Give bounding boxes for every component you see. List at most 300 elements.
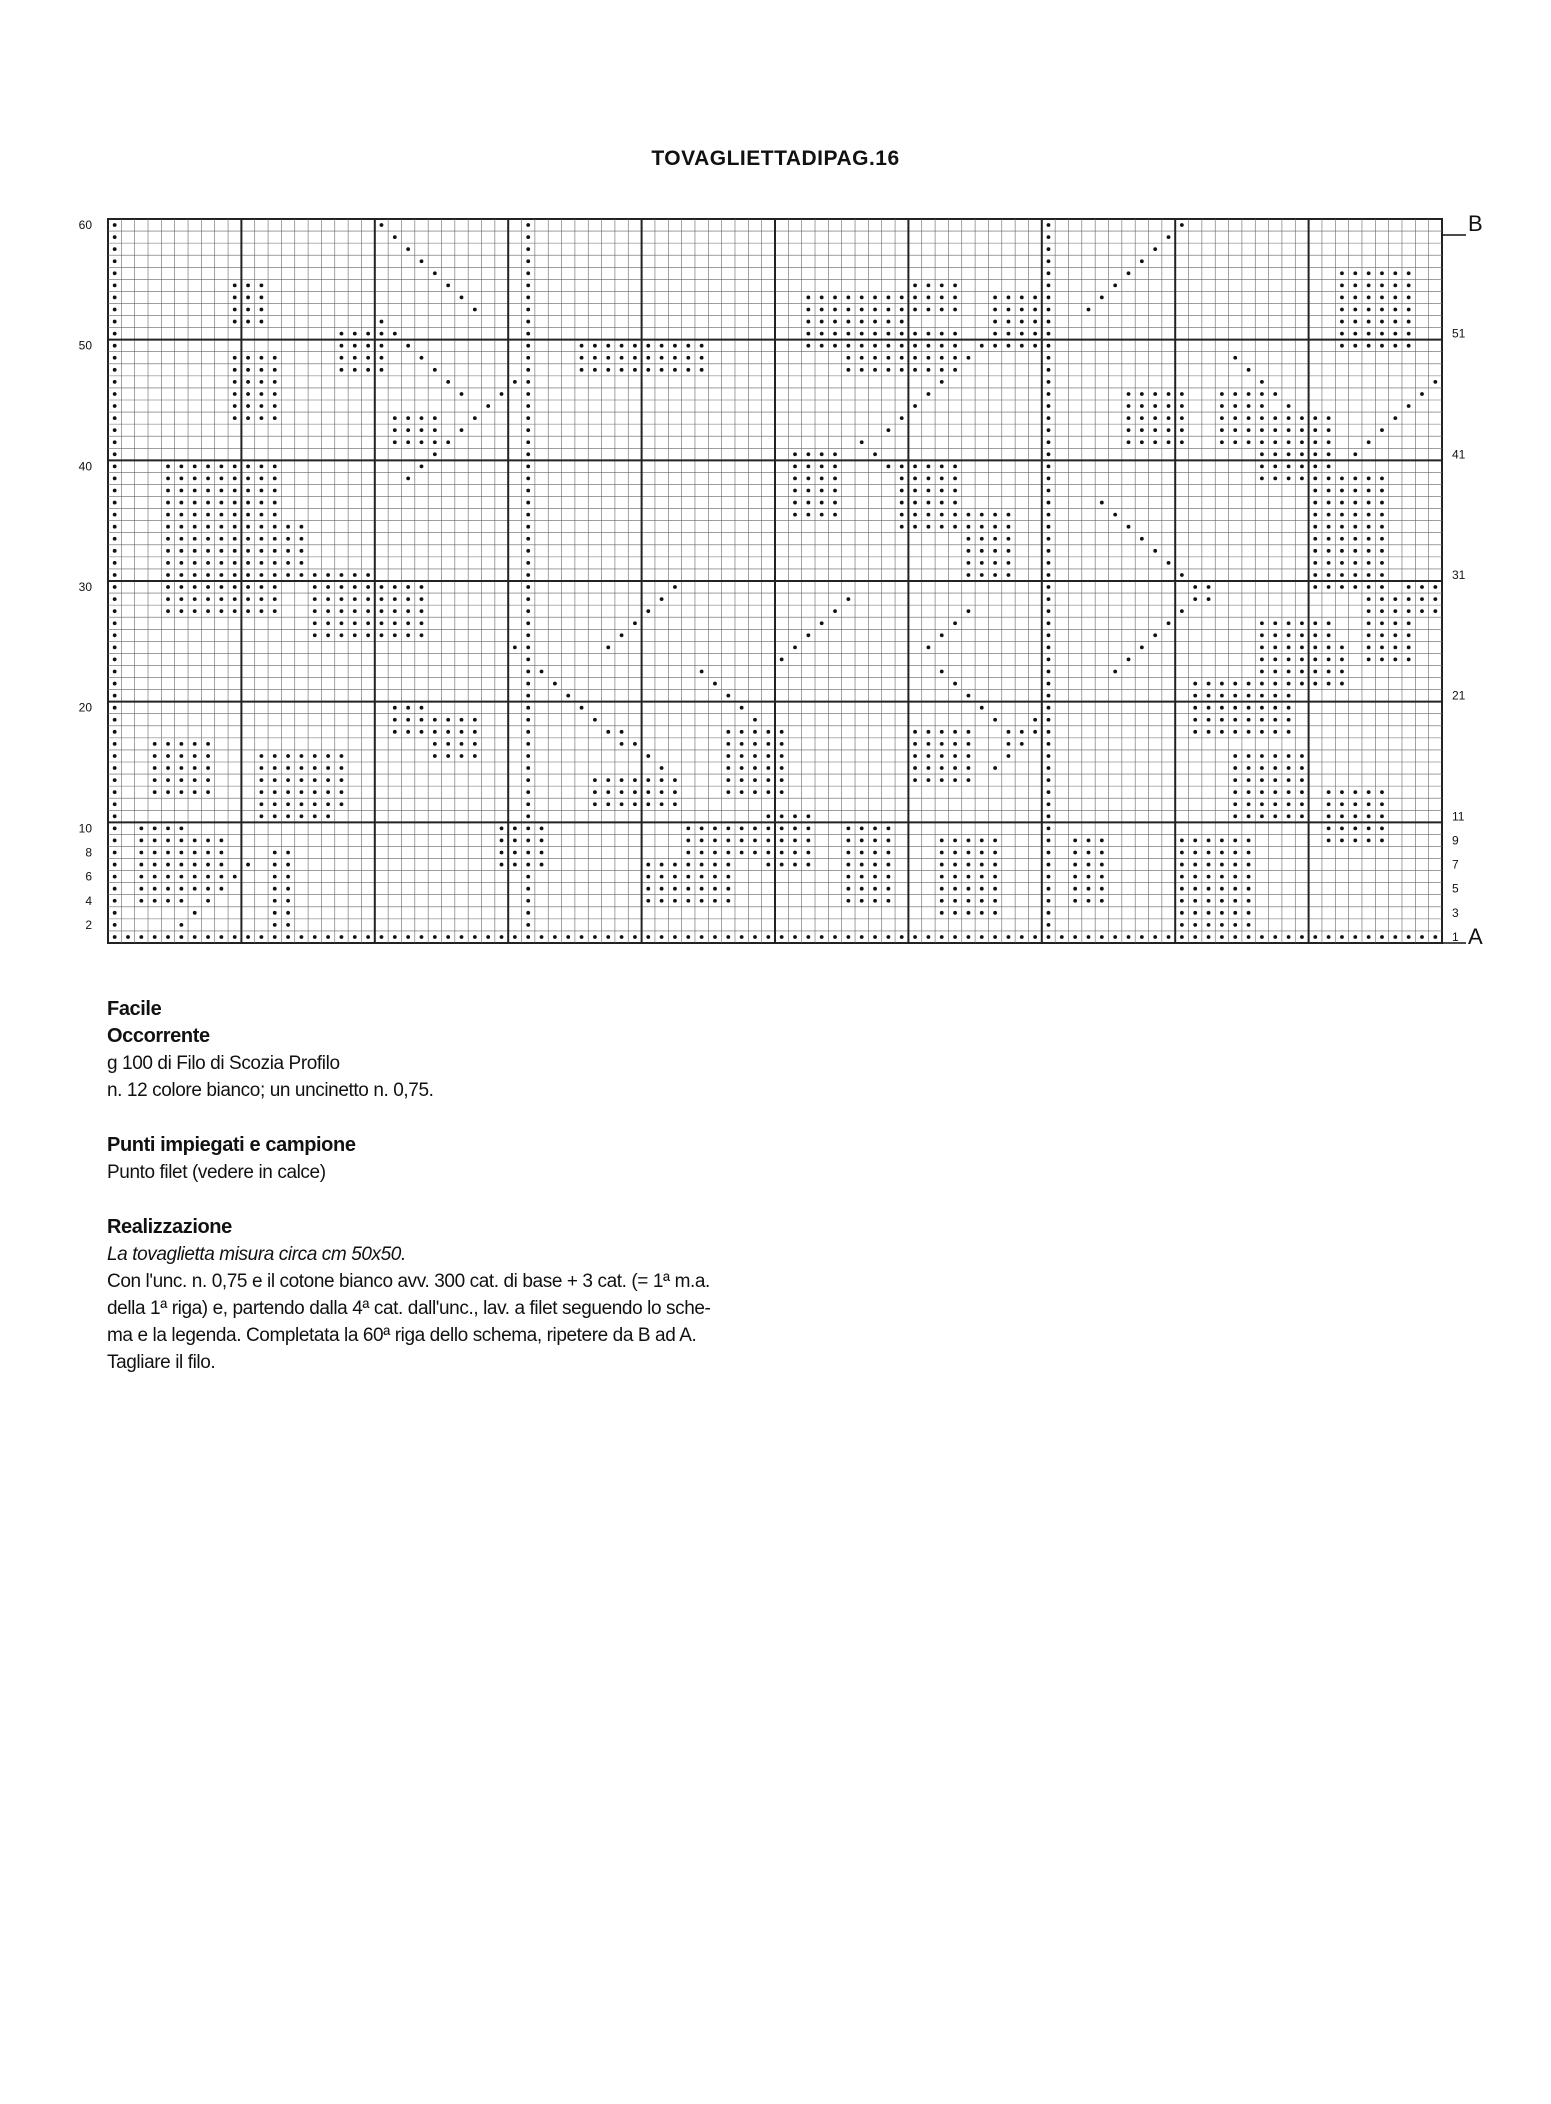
chart-dot (513, 645, 517, 649)
chart-dot (953, 730, 957, 734)
chart-dot (179, 501, 183, 505)
chart-dot (500, 826, 504, 830)
chart-dot (246, 513, 250, 517)
chart-dot (193, 754, 197, 758)
chart-dot (246, 585, 250, 589)
chart-dot (179, 477, 183, 481)
chart-dot (313, 766, 317, 770)
chart-dot (153, 899, 157, 903)
chart-dot (1300, 802, 1304, 806)
chart-dot (273, 489, 277, 493)
row-label-left: 8 (85, 845, 92, 860)
chart-dot (660, 863, 664, 867)
chart-dot (1393, 621, 1397, 625)
chart-dot (219, 851, 223, 855)
chart-dot (326, 814, 330, 818)
chart-dot (686, 839, 690, 843)
row-label-right: 1 (1452, 930, 1459, 944)
chart-dot (967, 549, 971, 553)
chart-dot (967, 754, 971, 758)
chart-dot (526, 875, 530, 879)
chart-dot (806, 839, 810, 843)
chart-dot (420, 585, 424, 589)
chart-dot (686, 875, 690, 879)
chart-dot (1260, 392, 1264, 396)
chart-dot (860, 826, 864, 830)
chart-dot (860, 887, 864, 891)
chart-dot (246, 404, 250, 408)
chart-dot (846, 296, 850, 300)
chart-dot (219, 573, 223, 577)
chart-dot (806, 501, 810, 505)
chart-dot (353, 597, 357, 601)
chart-dot (1353, 332, 1357, 336)
chart-dot (753, 766, 757, 770)
chart-dot (1367, 525, 1371, 529)
chart-dot (433, 440, 437, 444)
chart-dot (206, 790, 210, 794)
chart-dot (1247, 754, 1251, 758)
chart-dot (993, 513, 997, 517)
chart-dot (1407, 344, 1411, 348)
chart-dot (1300, 621, 1304, 625)
chart-dot (593, 778, 597, 782)
chart-dot (913, 501, 917, 505)
chart-dot (1233, 778, 1237, 782)
chart-dot (113, 477, 117, 481)
chart-dot (1247, 923, 1251, 927)
chart-dot (1047, 597, 1051, 601)
chart-dot (1073, 899, 1077, 903)
chart-dot (1300, 814, 1304, 818)
chart-dot (219, 464, 223, 468)
chart-dot (967, 537, 971, 541)
chart-dot (740, 742, 744, 746)
chart-dot (660, 790, 664, 794)
chart-dot (1327, 790, 1331, 794)
chart-dot (273, 923, 277, 927)
chart-dot (260, 814, 264, 818)
chart-dot (526, 730, 530, 734)
chart-dot (1380, 935, 1384, 939)
chart-dot (206, 875, 210, 879)
chart-dot (1073, 863, 1077, 867)
chart-dot (1287, 645, 1291, 649)
chart-dot (967, 609, 971, 613)
chart-dot (1047, 682, 1051, 686)
chart-dot (1380, 489, 1384, 493)
chart-dot (113, 802, 117, 806)
chart-dot (1047, 863, 1051, 867)
chart-dot (1220, 851, 1224, 855)
chart-dot (806, 320, 810, 324)
chart-dot (940, 525, 944, 529)
chart-dot (113, 645, 117, 649)
chart-dot (380, 332, 384, 336)
chart-dot (806, 464, 810, 468)
chart-dot (1287, 694, 1291, 698)
row-label-right: 31 (1452, 568, 1466, 582)
chart-dot (1100, 887, 1104, 891)
chart-dot (1380, 585, 1384, 589)
chart-dot (766, 778, 770, 782)
chart-dot (193, 935, 197, 939)
chart-dot (446, 730, 450, 734)
chart-dot (179, 561, 183, 565)
chart-dot (193, 585, 197, 589)
chart-dot (1340, 549, 1344, 553)
chart-dot (1407, 308, 1411, 312)
chart-dot (1047, 887, 1051, 891)
chart-dot (846, 308, 850, 312)
chart-dot (1180, 923, 1184, 927)
chart-dot (526, 851, 530, 855)
chart-dot (1247, 416, 1251, 420)
chart-dot (993, 887, 997, 891)
chart-dot (740, 706, 744, 710)
chart-dot (260, 549, 264, 553)
chart-dot (113, 887, 117, 891)
chart-dot (233, 573, 237, 577)
chart-dot (166, 585, 170, 589)
chart-dot (873, 826, 877, 830)
chart-dot (780, 766, 784, 770)
chart-dot (273, 549, 277, 553)
chart-dot (300, 766, 304, 770)
chart-dot (1380, 477, 1384, 481)
chart-dot (1420, 597, 1424, 601)
chart-dot (353, 332, 357, 336)
chart-dot (1020, 344, 1024, 348)
chart-dot (1260, 428, 1264, 432)
chart-dot (993, 561, 997, 565)
chart-dot (1033, 308, 1037, 312)
chart-dot (1260, 670, 1264, 674)
chart-dot (1313, 549, 1317, 553)
corner-label-a: A (1468, 924, 1483, 949)
chart-dot (500, 935, 504, 939)
chart-dot (153, 826, 157, 830)
chart-dot (1287, 790, 1291, 794)
chart-dot (526, 489, 530, 493)
chart-dot (433, 935, 437, 939)
chart-dot (993, 320, 997, 324)
chart-dot (526, 802, 530, 806)
chart-dot (1153, 935, 1157, 939)
chart-dot (460, 392, 464, 396)
chart-dot (927, 489, 931, 493)
chart-dot (526, 223, 530, 227)
chart-dot (953, 308, 957, 312)
chart-dot (927, 935, 931, 939)
chart-dot (780, 658, 784, 662)
chart-dot (1073, 839, 1077, 843)
chart-dot (753, 851, 757, 855)
chart-dot (1207, 863, 1211, 867)
chart-dot (673, 863, 677, 867)
chart-dot (1047, 271, 1051, 275)
chart-dot (953, 851, 957, 855)
chart-dot (1327, 826, 1331, 830)
chart-dot (1047, 694, 1051, 698)
chart-dot (1047, 670, 1051, 674)
chart-dot (566, 694, 570, 698)
chart-dot (913, 356, 917, 360)
chart-dot (406, 428, 410, 432)
chart-dot (1233, 428, 1237, 432)
chart-dot (726, 935, 730, 939)
chart-dot (953, 501, 957, 505)
chart-dot (353, 573, 357, 577)
chart-dot (300, 573, 304, 577)
chart-dot (793, 645, 797, 649)
chart-dot (406, 935, 410, 939)
chart-dot (1047, 259, 1051, 263)
chart-dot (646, 344, 650, 348)
chart-dot (1233, 392, 1237, 396)
chart-dot (340, 609, 344, 613)
chart-dot (1220, 694, 1224, 698)
chart-dot (460, 730, 464, 734)
chart-dot (993, 899, 997, 903)
chart-dot (286, 899, 290, 903)
chart-dot (1300, 790, 1304, 794)
chart-dot (1047, 247, 1051, 251)
filet-chart-grid (0, 0, 1551, 960)
chart-dot (260, 561, 264, 565)
chart-dot (1047, 296, 1051, 300)
chart-dot (406, 633, 410, 637)
chart-dot (206, 537, 210, 541)
chart-dot (206, 597, 210, 601)
chart-dot (1260, 464, 1264, 468)
chart-dot (753, 790, 757, 794)
chart-dot (526, 826, 530, 830)
chart-dot (273, 935, 277, 939)
chart-dot (233, 935, 237, 939)
chart-dot (793, 477, 797, 481)
chart-dot (179, 489, 183, 493)
chart-dot (1367, 549, 1371, 553)
chart-dot (1367, 597, 1371, 601)
chart-dot (927, 501, 931, 505)
chart-dot (820, 452, 824, 456)
chart-dot (1207, 694, 1211, 698)
chart-dot (153, 754, 157, 758)
chart-dot (1233, 694, 1237, 698)
chart-dot (1047, 814, 1051, 818)
chart-dot (806, 851, 810, 855)
chart-dot (860, 851, 864, 855)
chart-dot (900, 368, 904, 372)
chart-dot (660, 935, 664, 939)
chart-dot (860, 308, 864, 312)
chart-dot (113, 682, 117, 686)
chart-dot (940, 633, 944, 637)
chart-dot (1340, 802, 1344, 806)
chart-dot (526, 766, 530, 770)
chart-dot (1287, 802, 1291, 806)
chart-dot (1247, 766, 1251, 770)
chart-dot (1247, 899, 1251, 903)
chart-dot (1193, 911, 1197, 915)
chart-dot (393, 609, 397, 613)
chart-dot (366, 621, 370, 625)
chart-dot (1100, 501, 1104, 505)
chart-dot (993, 296, 997, 300)
chart-dot (580, 356, 584, 360)
chart-dot (913, 332, 917, 336)
chart-dot (1153, 549, 1157, 553)
chart-dot (660, 899, 664, 903)
chart-dot (1367, 645, 1371, 649)
chart-dot (700, 839, 704, 843)
chart-dot (1260, 814, 1264, 818)
chart-dot (1340, 332, 1344, 336)
chart-dot (139, 863, 143, 867)
chart-dot (1287, 730, 1291, 734)
chart-dot (1127, 416, 1131, 420)
chart-dot (420, 428, 424, 432)
chart-dot (1180, 887, 1184, 891)
chart-dot (526, 790, 530, 794)
chart-dot (1247, 863, 1251, 867)
chart-dot (1393, 609, 1397, 613)
chart-dot (193, 464, 197, 468)
chart-dot (793, 814, 797, 818)
chart-dot (166, 464, 170, 468)
chart-dot (1367, 271, 1371, 275)
chart-dot (446, 718, 450, 722)
occorrente-heading: Occorrente (107, 1025, 210, 1047)
chart-dot (606, 356, 610, 360)
chart-dot (967, 513, 971, 517)
chart-dot (766, 814, 770, 818)
chart-dot (1353, 513, 1357, 517)
chart-dot (540, 839, 544, 843)
chart-dot (1207, 585, 1211, 589)
chart-dot (1327, 573, 1331, 577)
chart-dot (900, 416, 904, 420)
page-title: TOVAGLIETTADIPAG.16 (651, 147, 900, 170)
chart-dot (113, 356, 117, 360)
chart-dot (273, 609, 277, 613)
chart-dot (179, 513, 183, 517)
chart-dot (1353, 344, 1357, 348)
chart-dot (113, 283, 117, 287)
chart-dot (1233, 356, 1237, 360)
chart-dot (1380, 814, 1384, 818)
chart-dot (1273, 621, 1277, 625)
chart-dot (193, 477, 197, 481)
chart-dot (286, 802, 290, 806)
chart-dot (660, 887, 664, 891)
chart-dot (1220, 416, 1224, 420)
chart-dot (1033, 730, 1037, 734)
chart-dot (113, 766, 117, 770)
chart-dot (353, 633, 357, 637)
chart-dot (606, 730, 610, 734)
chart-dot (286, 766, 290, 770)
chart-dot (353, 609, 357, 613)
chart-dot (179, 754, 183, 758)
chart-dot (646, 790, 650, 794)
chart-dot (1300, 670, 1304, 674)
chart-dot (273, 573, 277, 577)
chart-dot (260, 597, 264, 601)
chart-dot (633, 790, 637, 794)
chart-dot (233, 501, 237, 505)
chart-dot (700, 344, 704, 348)
chart-dot (1113, 513, 1117, 517)
chart-dot (1207, 730, 1211, 734)
chart-dot (300, 814, 304, 818)
chart-dot (113, 428, 117, 432)
chart-dot (1247, 368, 1251, 372)
chart-dot (700, 826, 704, 830)
chart-dot (1233, 875, 1237, 879)
chart-dot (1233, 802, 1237, 806)
chart-dot (1393, 344, 1397, 348)
chart-dot (820, 332, 824, 336)
chart-dot (353, 368, 357, 372)
chart-dot (233, 561, 237, 565)
chart-dot (406, 585, 410, 589)
chart-dot (1340, 271, 1344, 275)
chart-dot (113, 730, 117, 734)
chart-dot (526, 235, 530, 239)
chart-dot (1313, 621, 1317, 625)
filet-chart (0, 0, 1551, 960)
chart-dot (633, 742, 637, 746)
chart-dot (927, 344, 931, 348)
chart-dot (1353, 814, 1357, 818)
chart-dot (1367, 332, 1371, 336)
chart-dot (340, 766, 344, 770)
chart-dot (1100, 935, 1104, 939)
chart-dot (886, 320, 890, 324)
chart-dot (633, 368, 637, 372)
chart-dot (1247, 428, 1251, 432)
chart-dot (326, 597, 330, 601)
chart-dot (1047, 633, 1051, 637)
chart-dot (273, 525, 277, 529)
chart-dot (1247, 682, 1251, 686)
chart-dot (726, 742, 730, 746)
chart-dot (286, 537, 290, 541)
chart-dot (886, 875, 890, 879)
chart-dot (1153, 404, 1157, 408)
chart-dot (873, 887, 877, 891)
chart-dot (1060, 935, 1064, 939)
chart-dot (153, 839, 157, 843)
chart-dot (1313, 633, 1317, 637)
chart-dot (193, 537, 197, 541)
chart-dot (273, 356, 277, 360)
chart-dot (913, 730, 917, 734)
chart-dot (1047, 501, 1051, 505)
chart-dot (393, 440, 397, 444)
chart-dot (113, 899, 117, 903)
chart-dot (113, 875, 117, 879)
chart-dot (1233, 851, 1237, 855)
chart-dot (1047, 790, 1051, 794)
chart-dot (1367, 633, 1371, 637)
chart-dot (153, 935, 157, 939)
chart-dot (446, 935, 450, 939)
chart-dot (1300, 935, 1304, 939)
chart-dot (1300, 754, 1304, 758)
